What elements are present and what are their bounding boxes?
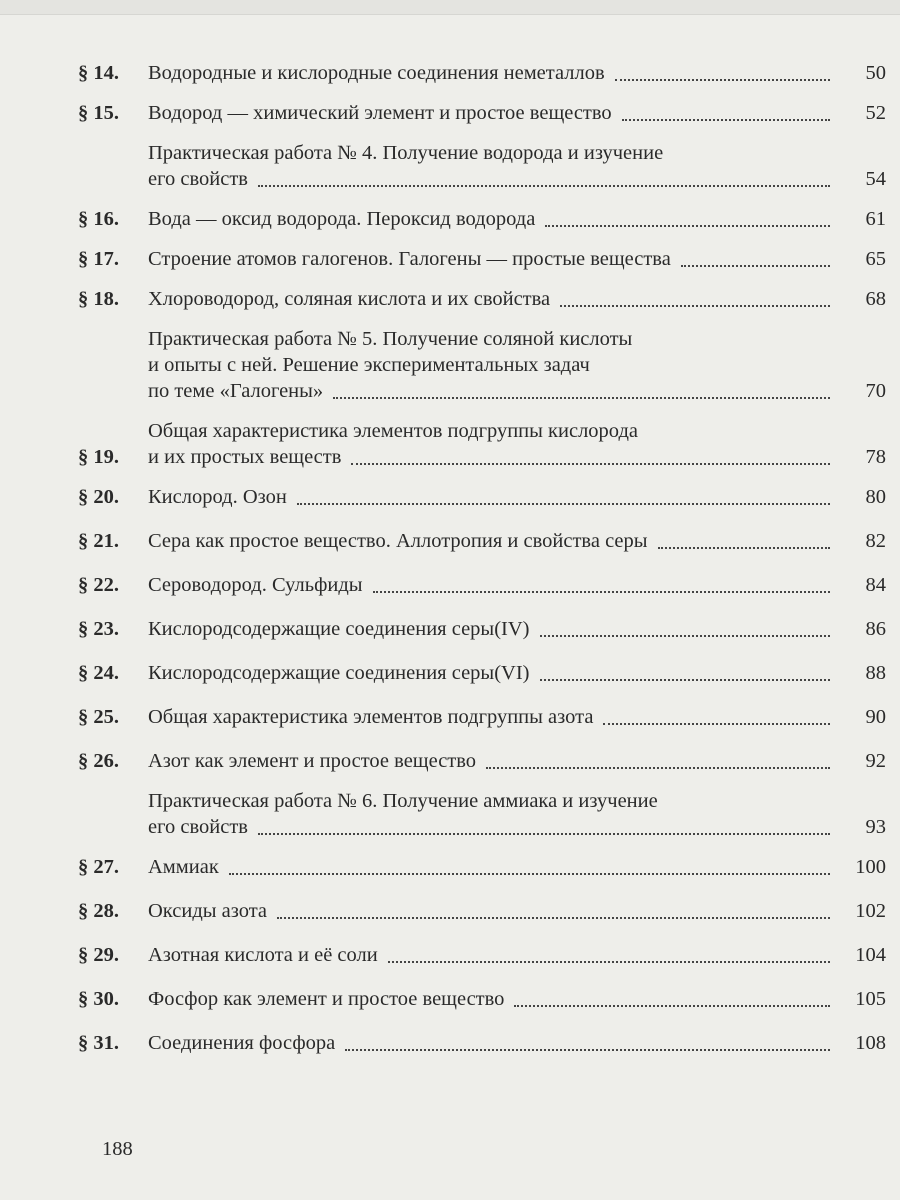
dot-leader [681,264,830,267]
toc-title [148,616,840,642]
toc-section-number: § 22. [78,574,119,596]
toc-entry[interactable] [78,528,886,554]
toc-page-number: 70 [865,380,886,402]
toc-title-line: Практическая работа № 6. Получение аммиака и изучение [148,790,658,812]
toc-entry[interactable] [78,286,886,312]
dot-leader [373,590,830,593]
dot-leader [622,118,830,121]
toc-entry[interactable] [78,100,886,126]
toc-title-line: Сероводород. Сульфиды [148,574,363,596]
toc-title-line: его свойств [148,816,248,838]
toc-title-line: и их простых веществ [148,446,342,468]
toc-section-number: § 23. [78,618,119,640]
toc-entry[interactable] [78,788,886,840]
dot-leader [388,960,830,963]
toc-entry[interactable] [78,246,886,272]
page-top-edge [0,0,900,15]
table-of-contents [78,46,886,1056]
toc-title-line: Фосфор как элемент и простое вещество [148,988,505,1010]
dot-leader [229,872,830,875]
toc-entry[interactable] [78,942,886,968]
toc-entry[interactable] [78,854,886,880]
dot-leader [351,462,830,465]
toc-page-number: 108 [855,1032,886,1054]
toc-title-line: Кислород. Озон [148,486,287,508]
toc-section-number: § 25. [78,706,119,728]
dot-leader [486,766,830,769]
toc-title [148,788,840,840]
toc-section-number: § 15. [78,102,119,124]
toc-page-number: 93 [865,816,886,838]
toc-title [148,246,840,272]
toc-entry[interactable] [78,748,886,774]
toc-page-number: 65 [865,248,886,270]
toc-title [148,286,840,312]
dot-leader [560,304,830,307]
toc-section-number: § 19. [78,446,119,468]
toc-page-number: 90 [865,706,886,728]
dot-leader [540,634,831,637]
page-number: 188 [102,1138,133,1160]
toc-title-line: Практическая работа № 5. Получение соляной кислоты [148,328,633,350]
toc-section-number: § 29. [78,944,119,966]
toc-title-line: Азот как элемент и простое вещество [148,750,477,772]
toc-title [148,326,840,404]
toc-section-number: § 28. [78,900,119,922]
toc-title-line: Оксиды азота [148,900,268,922]
toc-page-number: 54 [865,168,886,190]
dot-leader [514,1004,830,1007]
dot-leader [545,224,830,227]
dot-leader [297,502,830,505]
toc-title-line: Азотная кислота и её соли [148,944,378,966]
toc-entry[interactable] [78,704,886,730]
dot-leader [540,678,831,681]
toc-section-number: § 14. [78,62,119,84]
toc-title [148,660,840,686]
toc-section-number: § 27. [78,856,119,878]
toc-title-line: Водородные и кислородные соединения неметаллов [148,62,605,84]
toc-title-line: Аммиак [148,856,219,878]
dot-leader [277,916,830,919]
toc-title [148,418,840,470]
toc-title-line: Практическая работа № 4. Получение водорода и изучение [148,142,664,164]
toc-entry[interactable] [78,418,886,470]
toc-section-number: § 18. [78,288,119,310]
toc-page-number: 86 [865,618,886,640]
toc-title-line: Строение атомов галогенов. Галогены — простые вещества [148,248,671,270]
toc-page-number: 50 [865,62,886,84]
toc-title-line: Водород — химический элемент и простое вещество [148,102,612,124]
toc-page-number: 82 [865,530,886,552]
toc-section-number: § 17. [78,248,119,270]
toc-title [148,898,840,924]
toc-page-number: 100 [855,856,886,878]
toc-section-number: § 20. [78,486,119,508]
toc-entry[interactable] [78,60,886,86]
toc-entry[interactable] [78,1030,886,1056]
toc-page-number: 104 [855,944,886,966]
toc-title-line: его свойств [148,168,248,190]
toc-page-number: 105 [855,988,886,1010]
toc-title [148,206,840,232]
toc-title-line: Общая характеристика элементов подгруппы азота [148,706,594,728]
toc-title [148,704,840,730]
toc-entry[interactable] [78,660,886,686]
toc-section-number: § 26. [78,750,119,772]
toc-title-line: по теме «Галогены» [148,380,324,402]
toc-page-number: 52 [865,102,886,124]
toc-page-number: 102 [855,900,886,922]
dot-leader [603,722,830,725]
toc-section-number: § 21. [78,530,119,552]
toc-page-number: 78 [865,446,886,468]
toc-title [148,528,840,554]
toc-title-line: Соединения фосфора [148,1032,336,1054]
toc-title [148,100,840,126]
dot-leader [658,546,830,549]
toc-entry[interactable] [78,484,886,510]
toc-page-number: 80 [865,486,886,508]
toc-entry[interactable] [78,898,886,924]
toc-entry[interactable] [78,140,886,192]
toc-title-line: Кислородсодержащие соединения серы(VI) [148,662,530,684]
dot-leader [615,78,830,81]
toc-page-number: 61 [865,208,886,230]
toc-title-line: Вода — оксид водорода. Пероксид водорода [148,208,536,230]
toc-title-line: Сера как простое вещество. Аллотропия и свойства серы [148,530,648,552]
toc-title [148,572,840,598]
toc-title-line: Кислородсодержащие соединения серы(IV) [148,618,530,640]
dot-leader [258,832,830,835]
toc-section-number: § 31. [78,1032,119,1054]
toc-title [148,986,840,1012]
toc-title [148,942,840,968]
toc-page-number: 88 [865,662,886,684]
toc-title [148,484,840,510]
toc-entry[interactable] [78,616,886,642]
toc-title [148,854,840,880]
toc-title [148,60,840,86]
toc-entry[interactable] [78,326,886,404]
toc-entry[interactable] [78,206,886,232]
dot-leader [333,396,830,399]
toc-title-line: и опыты с ней. Решение экспериментальных задач [148,354,590,376]
toc-page-number: 84 [865,574,886,596]
toc-entry[interactable] [78,986,886,1012]
toc-title [148,1030,840,1056]
toc-section-number: § 30. [78,988,119,1010]
dot-leader [258,184,830,187]
toc-title [148,748,840,774]
toc-title-line: Общая характеристика элементов подгруппы кислорода [148,420,638,442]
toc-section-number: § 24. [78,662,119,684]
toc-page-number: 68 [865,288,886,310]
toc-section-number: § 16. [78,208,119,230]
dot-leader [345,1048,830,1051]
toc-entry[interactable] [78,572,886,598]
toc-title [148,140,840,192]
toc-page-number: 92 [865,750,886,772]
toc-title-line: Хлороводород, соляная кислота и их свойства [148,288,551,310]
